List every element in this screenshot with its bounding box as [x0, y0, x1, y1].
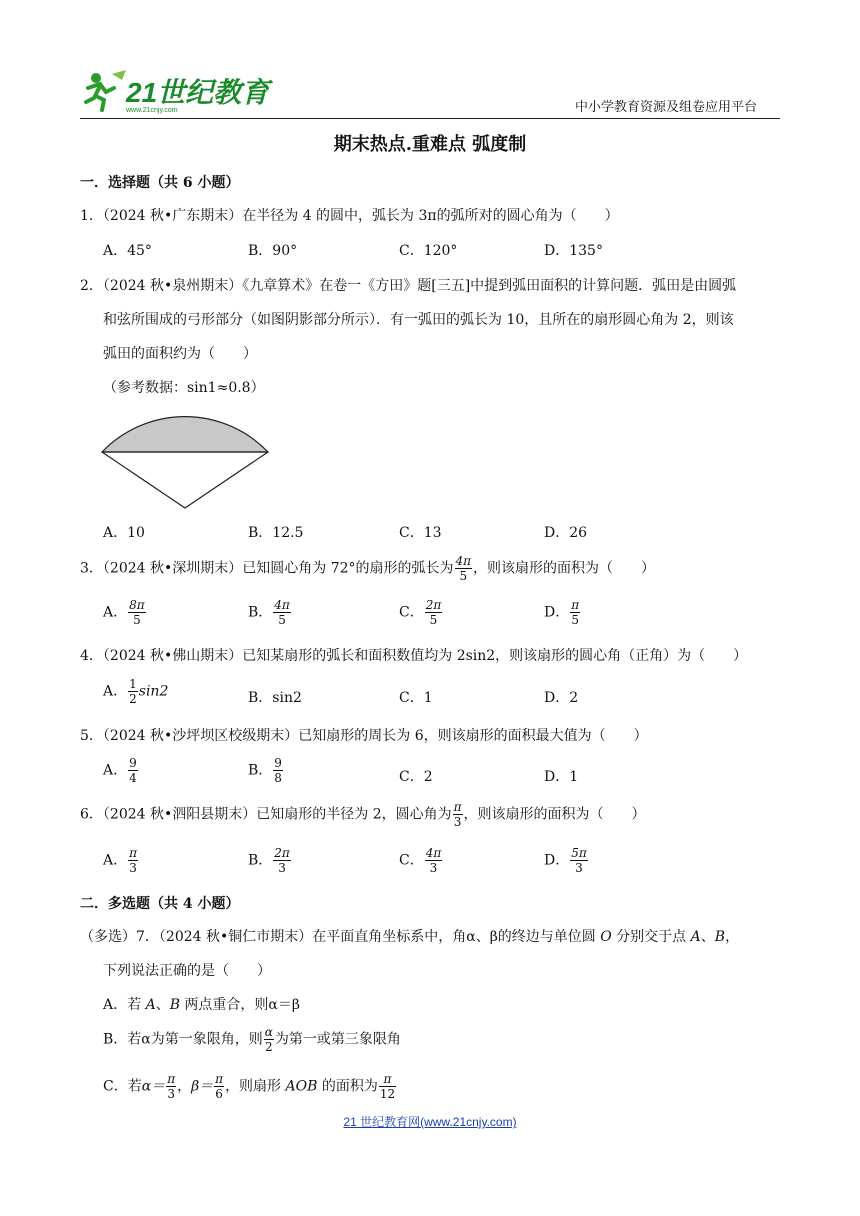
- q1-option-d: D．135°: [544, 243, 603, 259]
- question-2-line3: 弧田的面积约为（ ）: [103, 346, 257, 362]
- question-4-stem: 4．（2024 秋•佛山期末）已知某扇形的弧长和面积数值均为 2sin2，则该扇形的圆心角（正角）为（ ）: [80, 648, 748, 664]
- q1-option-a: A．45°: [103, 243, 152, 259]
- question-1-stem: 1．（2024 秋•广东期末）在半径为 4 的圆中，弧长为 3π的弧所对的圆心角为（ ）: [80, 208, 619, 224]
- arc-field-figure: [98, 402, 272, 516]
- q7-option-c: C．若α＝ $\frac{\pi}{3}$ ，β＝ $\frac{\pi}{6}$ ，则扇形 AOB 的面积为 $\frac{\pi}{12}$: [103, 1072, 396, 1101]
- q6-option-c: C． $\frac{4\pi}{3}$: [399, 846, 442, 875]
- q3-option-b: B． $\frac{4\pi}{5}$: [248, 598, 290, 627]
- section-heading-single-choice: 一．选择题（共 6 小题）: [80, 175, 240, 191]
- footer-link[interactable]: 21 世纪教育网(www.21cnjy.com): [343, 1115, 517, 1129]
- q5-option-d: D．1: [544, 769, 579, 785]
- question-7-line1: （多选）7．（2024 秋•铜仁市期末）在平面直角坐标系中，角α、β的终边与单位圆 O 分别交于点 A、B，: [80, 929, 740, 945]
- shaded-segment: [102, 417, 268, 452]
- logo-runner-icon: [82, 68, 270, 116]
- question-2-line1: 2．（2024 秋•泉州期末）《九章算术》在卷一《方田》题[三五]中提到弧田面积的计算问题．弧田是由圆弧: [80, 278, 737, 294]
- question-2-line2: 和弦所围成的弓形部分（如图阴影部分所示）．有一弧田的弧长为 10，且所在的扇形圆心角为 2，则该: [103, 312, 734, 328]
- logo: [82, 68, 270, 116]
- q1-option-c: C．120°: [399, 243, 458, 259]
- q3-option-a: A． $\frac{8\pi}{5}$: [103, 598, 145, 627]
- q7-option-b: B．若α为第一象限角，则 $\frac{\alpha}{2}$ 为第一或第三象限角: [103, 1025, 401, 1054]
- header-divider: [80, 118, 780, 119]
- q5-option-a: A． $\frac{9}{4}$: [103, 756, 137, 785]
- platform-label: 中小学教育资源及组卷应用平台: [575, 99, 758, 114]
- q6-option-b: B． $\frac{2\pi}{3}$: [248, 846, 290, 875]
- svg-text:21世纪教育: 21世纪教育: [126, 77, 270, 108]
- q2-option-b: B．12.5: [248, 525, 304, 541]
- q6-option-a: A． $\frac{\pi}{3}$: [103, 846, 138, 875]
- q6-option-d: D． $\frac{5\pi}{3}$: [544, 846, 587, 875]
- q1-option-b: B．90°: [248, 243, 298, 259]
- sector-radii: [102, 452, 268, 508]
- svg-text:www.21cnjy.com: www.21cnjy.com: [126, 107, 178, 114]
- q5-option-b: B． $\frac{9}{8}$: [248, 756, 282, 785]
- question-2-reference: （参考数据：sin1≈0.8）: [103, 380, 265, 396]
- q4-option-a: A． $\frac{1}{2}$ sin2: [103, 677, 169, 706]
- q2-option-a: A．10: [103, 525, 145, 541]
- q2-option-d: D．26: [544, 525, 588, 541]
- page-title: 期末热点.重难点 弧度制: [333, 134, 527, 155]
- question-6-stem: 6．（2024 秋•泗阳县期末）已知扇形的半径为 2，圆心角为 $\frac{\pi}{3}$ ，则该扇形的面积为（ ）: [80, 800, 646, 829]
- question-5-stem: 5．（2024 秋•沙坪坝区校级期末）已知扇形的周长为 6，则该扇形的面积最大值为（ ）: [80, 728, 648, 744]
- q4-option-d: D．2: [544, 690, 579, 706]
- section-heading-multiple-choice: 二．多选题（共 4 小题）: [80, 896, 240, 912]
- question-7-line2: 下列说法正确的是（ ）: [103, 963, 271, 979]
- question-3-stem: 3．（2024 秋•深圳期末）已知圆心角为 72°的扇形的弧长为 $\frac{4\pi}{5}$ ，则该扇形的面积为（ ）: [80, 554, 656, 583]
- q5-option-c: C．2: [399, 769, 433, 785]
- q4-option-b: B．sin2: [248, 690, 302, 706]
- q3-option-d: D． $\frac{\pi}{5}$: [544, 598, 580, 627]
- q3-option-c: C． $\frac{2\pi}{5}$: [399, 598, 442, 627]
- q4-option-c: C．1: [399, 690, 433, 706]
- q2-option-c: C．13: [399, 525, 442, 541]
- q7-option-a: A．若 A、B 两点重合，则α＝β: [103, 997, 300, 1013]
